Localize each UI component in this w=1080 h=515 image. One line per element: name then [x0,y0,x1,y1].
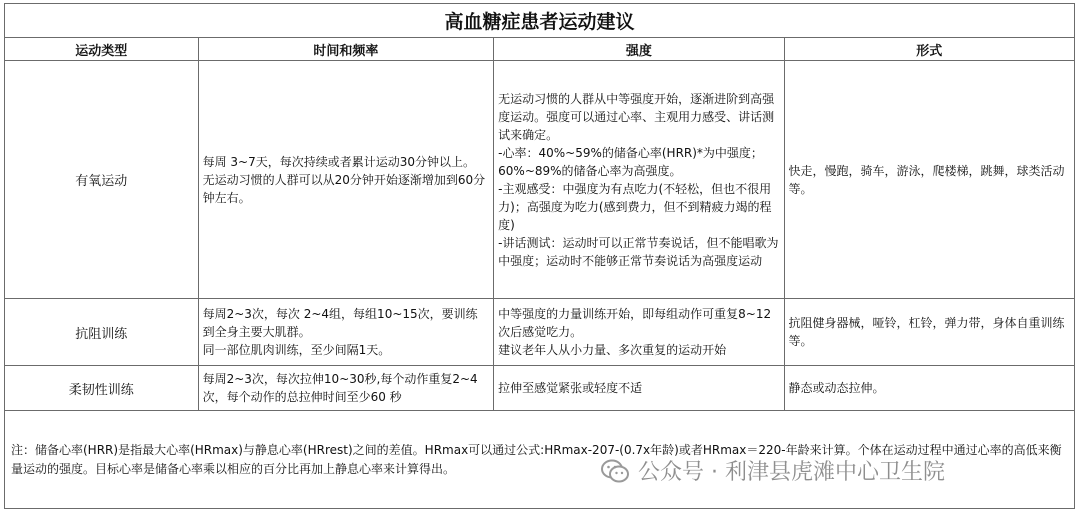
cell-type: 柔韧性训练 [5,366,199,411]
table-row-aerobic [5,61,1075,299]
watermark-text: 公众号 · 利津县虎滩中心卫生院 [638,460,945,485]
cell-line: -讲话测试：运动时可以正常节奏说话，但不能唱歌为中强度；运动时不能够正常节奏说话为高强度运动 [498,235,779,268]
watermark [600,455,945,486]
cell-intensity [494,366,784,411]
cell-intensity [494,299,784,366]
title-row [5,4,1075,38]
exercise-advice-table [4,3,1075,509]
cell-line: 每周2~3次，每次 2~4组，每组10~15次，要训练到全身主要大肌群。 [202,307,478,339]
header-time: 时间和频率 [198,38,494,61]
cell-form [784,366,1074,411]
footnote: 注：储备心率(HRR)是指最大心率(HRmax)与静息心率(HRrest)之间的差值。HRmax可以通过公式:HRmax-207-(0.7x年龄)或者HRmax＝220-年龄来计算。个体在运动过程中通过心率的高低来衡量运动的强度。目标心率是储备心率乘以相应的百分比再加上静息心率来计算得出。 [11,443,1062,476]
cell-line: 静态或动态拉伸。 [788,381,885,395]
cell-line: 抗阻健身器械，哑铃，杠铃，弹力带，身体自重训练等。 [788,316,1065,348]
cell-type: 抗阻训练 [5,299,199,366]
cell-type: 有氧运动 [5,61,199,299]
cell-line: 中等强度的力量训练开始，即每组动作可重复8~12次后感觉吃力。 [498,307,772,339]
cell-form [784,61,1074,299]
header-intensity: 强度 [494,38,784,61]
table-row-flexibility [5,366,1075,411]
cell-line: -心率：40%~59%的储备心率(HRR)*为中强度；60%~89%的储备心率为高强度。 [498,145,763,178]
cell-line: 建议老年人从小力量、多次重复的运动开始 [498,343,727,357]
cell-intensity [494,61,784,299]
header-form: 形式 [784,38,1074,61]
cell-line: -主观感受：中强度为有点吃力(不轻松，但也不很用力)；高强度为吃力(感到费力，但不到精疲力竭的程度) [498,181,772,232]
header-row [5,38,1075,61]
cell-line: 每周 3~7天，每次持续或者累计运动30分钟以上。 [202,154,476,169]
wechat-icon [600,458,630,484]
cell-time [198,366,494,411]
cell-line: 同一部位肌肉训练，至少间隔1天。 [202,343,391,357]
cell-form [784,299,1074,366]
cell-line: 无运动习惯的人群可以从20分钟开始逐渐增加到60分钟左右。 [202,172,486,205]
cell-line: 快走，慢跑，骑车，游泳，爬楼梯，跳舞，球类活动等。 [788,163,1065,196]
table-title: 高血糖症患者运动建议 [5,4,1075,38]
cell-line: 拉伸至感觉紧张或轻度不适 [498,381,643,395]
cell-time [198,61,494,299]
cell-time [198,299,494,366]
cell-line: 无运动习惯的人群从中等强度开始，逐渐进阶到高强度运动。强度可以通过心率、主观用力感受、讲话测试来确定。 [498,91,775,142]
cell-line: 每周2~3次，每次拉伸10~30秒,每个动作重复2~4 次，每个动作的总拉伸时间至少60 秒 [202,372,478,404]
table-row-resistance [5,299,1075,366]
header-type: 运动类型 [5,38,199,61]
